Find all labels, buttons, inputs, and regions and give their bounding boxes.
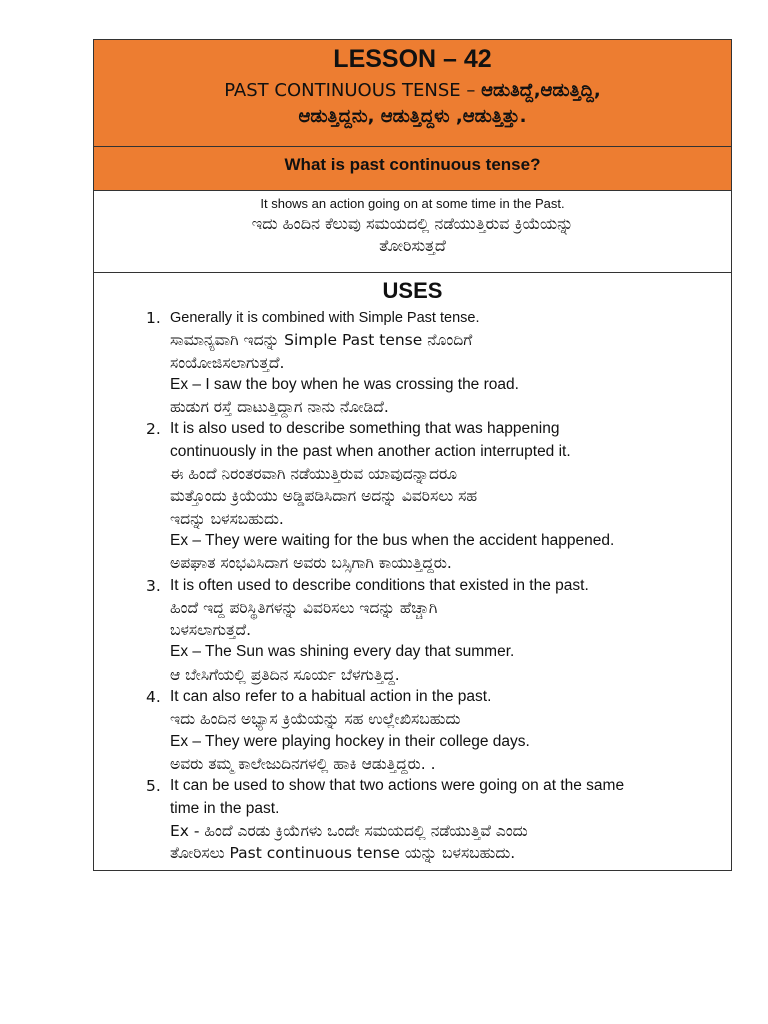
use-item-2 <box>94 418 731 574</box>
title-section <box>94 40 731 147</box>
uses-section <box>94 273 731 870</box>
use-line: ಹುಡುಗ ರಸ್ತೆ ದಾಟುತ್ತಿದ್ದಾಗ ನಾನು ನೋಡಿದೆ. <box>170 398 389 417</box>
use-line: continuously in the past when another action interrupted it. <box>170 442 571 460</box>
use-item-4 <box>94 686 731 775</box>
use-example: Ex – They were playing hockey in their college days. <box>170 732 530 750</box>
use-item-5 <box>94 775 731 864</box>
use-line: ಮತ್ತೊಂದು ಕ್ರಿಯೆಯು ಅಡ್ಡಿಪಡಿಸಿದಾಗ ಅದನ್ನು ವಿವರಿಸಲು ಸಹ <box>170 487 478 506</box>
use-item-1 <box>94 307 731 418</box>
use-example: Ex – I saw the boy when he was crossing the road. <box>170 375 519 393</box>
subtitle-kannada-1: ಆಡುತಿದ್ದೆ,ಆಡುತ್ತಿದ್ದಿ, <box>481 80 601 101</box>
question-heading: What is past continuous tense? <box>284 155 541 174</box>
use-line: ಅಪಘಾತ ಸಂಭವಿಸಿದಾಗ ಅವರು ಬಸ್ಸಿಗಾಗಿ ಕಾಯುತ್ತಿದ್ದರು. <box>170 554 452 573</box>
use-line: ಸಂಯೋಜಿಸಲಾಗುತ್ತದೆ. <box>170 353 285 372</box>
use-line: ಹಿಂದೆ ಇದ್ದ ಪರಿಸ್ಥಿತಿಗಳನ್ನು ವಿವರಿಸಲು ಇದನ್ನು ಹೆಚ್ಚಾಗಿ <box>170 598 438 617</box>
use-line: ಇದನ್ನು ಬಳಸಬಹುದು. <box>170 509 284 528</box>
definition-section <box>94 191 731 273</box>
question-section <box>94 147 731 191</box>
uses-heading: USES <box>382 278 443 303</box>
list-number: 3. <box>146 576 161 595</box>
definition-kannada-1: ಇದು ಹಿಂದಿನ ಕೆಲುವು ಸಮಯದಲ್ಲಿ ನಡೆಯುತ್ತಿರುವ ಕ್ರಿಯೆಯನ್ನು <box>251 214 574 233</box>
use-line: time in the past. <box>170 799 280 817</box>
use-line: It can be used to show that two actions were going on at the same <box>170 777 625 795</box>
use-line: It is often used to describe conditions that existed in the past. <box>170 576 589 594</box>
use-example: Ex - ಹಿಂದೆ ಎರಡು ಕ್ರಿಯೆಗಳು ಒಂದೇ ಸಮಯದಲ್ಲಿ ನಡೆಯುತ್ತಿವೆ ಎಂದು <box>170 821 528 840</box>
list-number: 1. <box>146 309 161 327</box>
lesson-subtitle <box>94 78 731 130</box>
use-line: ಈ ಹಿಂದೆ ನಿರಂತರವಾಗಿ ನಡೆಯುತ್ತಿರುವ ಯಾವುದನ್ನಾದರೂ <box>170 465 458 484</box>
definition-kannada-2: ತೋರಿಸುತ್ತದೆ <box>379 236 446 255</box>
use-line: It can also refer to a habitual action in the past. <box>170 688 492 706</box>
use-item-3 <box>94 575 731 686</box>
use-line: Generally it is combined with Simple Past tense. <box>170 310 480 326</box>
subtitle-kannada-2: ಆಡುತ್ತಿದ್ದನು, ಆಡುತ್ತಿದ್ದಳು ,ಆಡುತ್ತಿತ್ತು. <box>298 106 527 127</box>
use-line: ಇದು ಹಿಂದಿನ ಅಭ್ಯಾಸ ಕ್ರಿಯೆಯನ್ನು ಸಹ ಉಲ್ಲೇಖಿಸಬಹುದು <box>170 710 461 729</box>
lesson-table <box>93 39 732 871</box>
uses-list <box>94 307 731 864</box>
use-example: Ex – The Sun was shining every day that summer. <box>170 643 515 661</box>
use-line: ಬಳಸಲಾಗುತ್ತದೆ. <box>170 621 252 640</box>
use-example: Ex – They were waiting for the bus when the accident happened. <box>170 531 615 549</box>
use-line: ಸಾಮಾನ್ಯವಾಗಿ ಇದನ್ನು Simple Past tense ನೊಂದಿಗೆ <box>170 331 473 350</box>
subtitle-prefix: PAST CONTINUOUS TENSE – <box>224 80 482 101</box>
use-line: ಅವರು ತಮ್ಮ ಕಾಲೇಜುದಿನಗಳಲ್ಲಿ ಹಾಕಿ ಆಡುತ್ತಿದ್ದರು. . <box>170 754 436 773</box>
list-number: 4. <box>146 688 161 707</box>
use-line: It is also used to describe something that was happening <box>170 420 560 438</box>
list-number: 5. <box>146 777 161 796</box>
use-line: ತೋರಿಸಲು Past continuous tense ಯನ್ನು ಬಳಸಬಹುದು. <box>170 844 516 863</box>
list-number: 2. <box>146 420 161 439</box>
use-line: ಆ ಬೇಸಿಗೆಯಲ್ಲಿ ಪ್ರತಿದಿನ ಸೂರ್ಯ ಬೆಳಗುತ್ತಿದ್ದ. <box>170 665 400 684</box>
definition-english: It shows an action going on at some time in the Past. <box>260 196 565 211</box>
lesson-title: LESSON – 42 <box>333 45 492 73</box>
